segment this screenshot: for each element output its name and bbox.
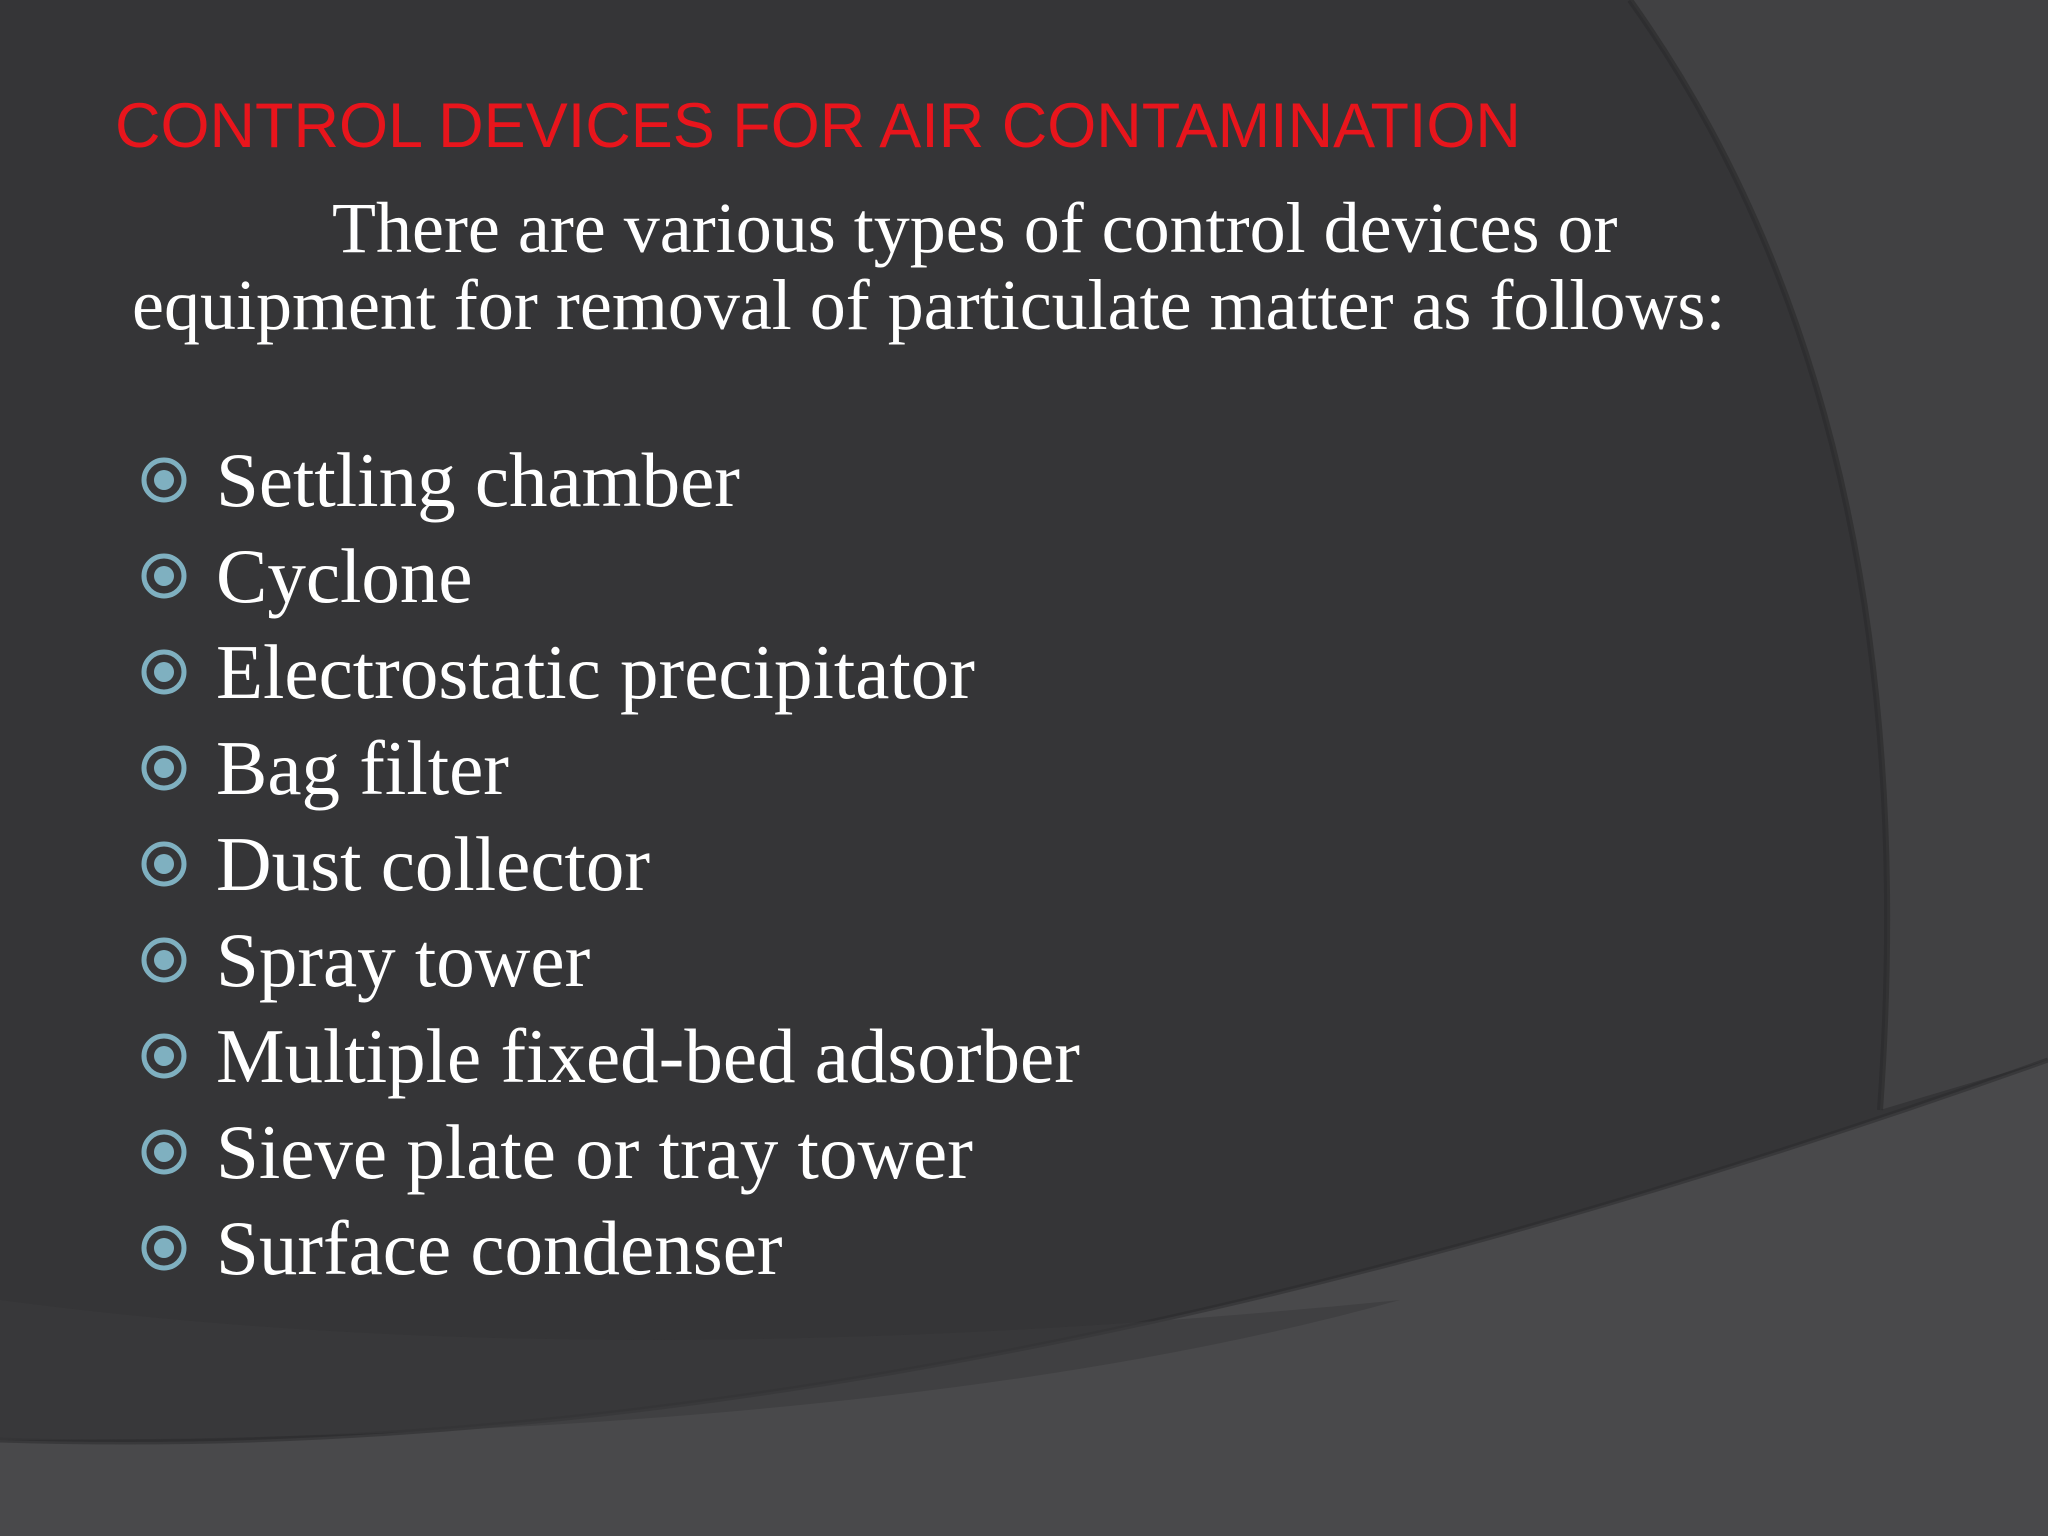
target-circle-icon <box>136 1028 192 1084</box>
target-circle-icon <box>136 740 192 796</box>
list-item <box>132 720 1080 816</box>
list-item <box>132 912 1080 1008</box>
bullet-text: Cyclone <box>216 533 473 619</box>
slide-title: CONTROL DEVICES FOR AIR CONTAMINATION <box>115 91 1521 161</box>
list-item <box>132 624 1080 720</box>
list-item <box>132 1008 1080 1104</box>
bullet-list <box>132 432 1080 1296</box>
target-circle-icon <box>136 452 192 508</box>
bullet-text: Spray tower <box>216 917 591 1003</box>
target-circle-icon <box>136 836 192 892</box>
list-item <box>132 432 1080 528</box>
bullet-text: Sieve plate or tray tower <box>216 1109 973 1195</box>
intro-paragraph: There are various types of control devices or equipment for removal of particulate matter as follows: <box>132 188 1726 345</box>
bullet-text: Settling chamber <box>216 437 740 523</box>
bullet-text: Bag filter <box>216 725 509 811</box>
target-circle-icon <box>136 1220 192 1276</box>
bullet-text: Dust collector <box>216 821 651 907</box>
list-item <box>132 528 1080 624</box>
list-item <box>132 816 1080 912</box>
list-item <box>132 1104 1080 1200</box>
bullet-text: Multiple fixed-bed adsorber <box>216 1013 1080 1099</box>
target-circle-icon <box>136 1124 192 1180</box>
target-circle-icon <box>136 932 192 988</box>
bullet-text: Surface condenser <box>216 1205 783 1291</box>
target-circle-icon <box>136 644 192 700</box>
bullet-text: Electrostatic precipitator <box>216 629 975 715</box>
list-item <box>132 1200 1080 1296</box>
target-circle-icon <box>136 548 192 604</box>
